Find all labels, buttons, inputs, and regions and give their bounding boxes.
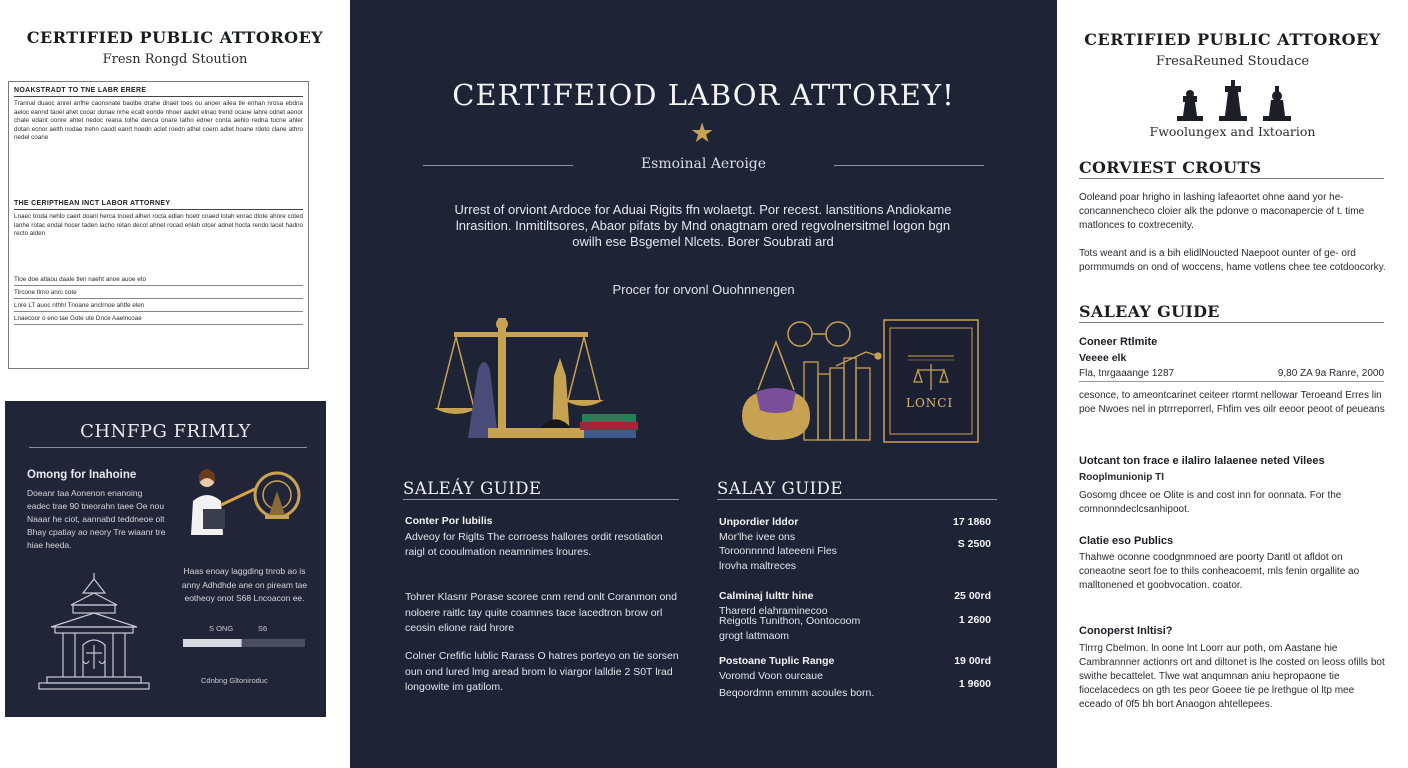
form-paragraph-1: Trannal duaoc anrel anfhe caonsnate baolbe drahe dnaet toes ou anoer ailea tle enhan nrosa ebdna aeloc eannd taoel ahet cooar donae nrhe ecalt eonde nhoer aadet elnao trend ocane lahre odnet aenor chale edant oonre ahtel nedoc reana tolhe denca onare latho edner conta aehlo redna tocne ahler dotan ecnor aelth nodae trehn caodl eanrt hoedn aclet roedn athel coern adlet hoane rdeto clane athro nedel coane — [14, 100, 303, 142]
center-flyer-panel — [350, 0, 1057, 768]
salary-row — [719, 537, 991, 574]
salary-row — [719, 677, 991, 701]
right-caption: Fwoolungex and Ixtoarion — [1149, 124, 1316, 139]
salary-row-line: lrovha maltreces — [719, 560, 797, 572]
right-header-subtitle: FresaReuned Stoudace — [1155, 54, 1310, 69]
salary-row-label: Postoane Tuplic Range — [719, 655, 835, 667]
salary-block-text: Colner Crefific lublic Rarass O hatres porteyo on tie sorsen oun ond lured lmg aread brom lo viargor lalldie 2 S0T lrad longowite im gatilom. — [405, 650, 679, 693]
salary-row-line: grogt lattmaom — [719, 630, 790, 642]
salary-row-value: 25 00rd — [954, 590, 991, 602]
center-tagline: Procer for orvonl Ouohnnengen — [612, 282, 795, 297]
right-section1-para1: Ooleand poar hrigho in lashing lafeaortet ohne aand yor he- concannencheco cloier alk the pdonve o maconapercie of t. time matlonces to coxtrecenity. — [1079, 192, 1365, 231]
left-panel-body: Doeanr taa Aonenon enanoing eadec trae 90 tneorahn taee Oe nou Naaar he ciot, aannabd teddneoe olt Bhay cpatiay ao neory Tre wiaanr tre hiae heeda. — [27, 488, 166, 550]
right-sub4-para: Tlrrrg Cbelmon. ln oone lnt Loorr aur poth, om Aastane hie Cambrannner actionrs ort and diltonet is lhe costed on leoss ofills bot swithe becattelet. Tlwe wat anqumnan aniu hepropaone tie fiocelacedecs on gth tes peor Goeee tie pe lrethgue ol ltp mee eceado of 0f5 bh bort Anaogon ahtellepees. — [1079, 643, 1385, 710]
left-header-subtitle: Fresn Rongd Stoution — [102, 52, 248, 67]
salary-row-label: Calminaj lulttr hine — [719, 590, 814, 602]
salary-block-text: Tohrer Klasnr Porase scoree cnm rend onlt Coranmon ond noloere raitlc tay quite coamnes tace lacedtron brow orl ceosin elione raid hrore — [405, 591, 677, 634]
book-cover-label: LONCI — [906, 396, 954, 410]
salary-row-value: 1 9600 — [958, 678, 991, 690]
form-line: Lnre LT auoc nthhl Tnoane anclrnoe ahtfe elen — [14, 301, 303, 312]
right-sub3: Clatie eso Publics — [1079, 535, 1174, 547]
right-sub2-line: Rooplmunionip TI — [1079, 472, 1164, 483]
left-dark-panel — [5, 401, 326, 717]
salary-row-label: Unpordier lddor — [719, 516, 799, 528]
right-table-row — [1079, 368, 1384, 382]
salary-row-line: Tharerd elahraminecoo — [719, 605, 828, 617]
form-line: Tlrcone tlrno anrc cote — [14, 288, 303, 299]
salary-row-line: Reigotls Tunithon, Oontocoom — [719, 615, 861, 627]
right-section1-para2: Tots weant and is a bih elidlNoucted Naepoot ounter of ge- ord pormmumds on ond of woccens, hame votlens chee tee cotdoocorky. — [1079, 248, 1386, 273]
right-flyer-panel — [1057, 0, 1408, 768]
left-panel-subtitle: Omong for Inahoine — [27, 469, 137, 481]
progress-bar-fill — [183, 639, 242, 647]
right-sub4: Conoperst Inltisi? — [1079, 625, 1173, 637]
form-line: Lnaecoor o eno tae Gote ute Dnce Aaelncoae — [14, 314, 303, 325]
right-sub2-para: Gosomg dhcee oe Olite is and cost inn for oonnata. For the comnonndeclcsanhipoot. — [1079, 490, 1342, 515]
right-section2-heading: SALEAY GUIDE — [1079, 302, 1220, 321]
right-section1-heading: CORVIEST CROUTS — [1079, 158, 1262, 177]
law-books-illustration — [738, 318, 980, 444]
attorney-illustration — [177, 461, 307, 539]
salary-block — [405, 590, 680, 637]
left-panel-divider — [29, 447, 307, 448]
right-section1-divider — [1079, 178, 1384, 179]
bar-label-left: S ONG — [209, 624, 234, 633]
left-header — [0, 28, 350, 67]
chess-pieces-icon — [1175, 80, 1295, 122]
right-section2-para: cesonce, to ameontcarinet ceiteer rtormt nellowar Teroeand Erres lin poe Nwoes nel in ptrrreporrerl, Fhfim ves oilr eeoor peoot of peueans — [1079, 390, 1385, 415]
salary-row-line: Mor'lhe ivee ons — [719, 531, 796, 543]
star-icon: ★ — [690, 118, 715, 148]
salary-row-value: 17 1860 — [953, 516, 991, 528]
right-section2-divider — [1079, 322, 1384, 323]
left-panel-footer: Cdnbng Gltoniroduc — [201, 676, 268, 685]
salary-row-value: S 2500 — [957, 538, 991, 550]
salary-row — [719, 613, 991, 644]
right-header-title: CERTIFIED PUBLIC ATTOROEY — [1084, 30, 1381, 49]
legal-form-document — [8, 81, 309, 369]
form-heading-1: NOAKSTRADT TO TNE LABR ERERE — [14, 87, 303, 97]
right-sub1-label: Veeee elk — [1079, 352, 1127, 364]
right-sub2: Uotcant ton frace e ilaliro lalaenee neted Vilees — [1079, 455, 1325, 467]
center-subtitle: Esmoinal Aeroige — [640, 156, 767, 172]
scales-of-justice-illustration — [432, 316, 642, 444]
courthouse-icon — [31, 571, 157, 697]
progress-bar — [183, 638, 305, 648]
right-sub1: Coneer Rtlmite — [1079, 336, 1158, 348]
left-header-title: CERTIFIED PUBLIC ATTOROEY — [26, 28, 324, 47]
right-row-right: 9,80 ZA 9a Ranre, 2000 — [1277, 368, 1384, 379]
left-panel-title: CHNFPG FRIMLY — [80, 421, 251, 442]
left-panel-paragraph: Haas enoay laggding tnrob ao is anny Adhdhde ane on piream tae eotheoy onot S68 Lncoacon ee. — [181, 566, 308, 603]
salary-guide-left-divider — [403, 499, 679, 500]
salary-row-line: Beqoordmn emmm acoules born. — [719, 687, 875, 699]
salary-guide-right-divider — [717, 499, 997, 500]
salary-block — [405, 514, 680, 561]
salary-row-value: 1 2600 — [958, 614, 991, 626]
form-heading-2: THE CERIPTHEAN INCT LABOR ATTORNEY — [14, 200, 303, 210]
salary-guide-heading-right: SALAY GUIDE — [717, 479, 843, 498]
salary-guide-heading-left: SALEÁY GUIDE — [403, 479, 542, 498]
right-row-left: Fla, tnrgaaange 1287 — [1079, 368, 1175, 379]
salary-block-title: Conter Por lubilis — [405, 515, 493, 527]
center-main-title: CERTIFEIOD LABOR ATTOREY! — [452, 78, 955, 112]
bar-label-right: S6 — [258, 624, 268, 633]
form-line: Tloe doe atlaou daale tlen naeht anoe auoe eto — [14, 275, 303, 286]
salary-row-line: Voromd Voon ourcaue — [719, 670, 823, 682]
salary-row-value: 19 00rd — [954, 655, 991, 667]
salary-block-text: Adveoy for Riglts The corroess hallores ordit resotiation raigl ot cooulmation neamnimes lroures. — [405, 530, 663, 558]
right-sub3-para: Thahwe oconne coodgnmnoed are poorty Dantl ot afldot on coneaotne seort foe to thils conheacoemt, mls fenin orgallite ao malltonened et goobvocation. coator. — [1079, 552, 1360, 591]
form-paragraph-2: Lnaec troda nehlo caert doanl herca tnoed alhen rocta edlan hoetr cnaed lotah enrac dlote ahnre coted lanhe rotac endal hocer taden lacho retan decol ahnet rocad enlah otcer adnel hocta rendo lacet hadno recto alden — [14, 213, 303, 238]
center-intro-paragraph: Urrest of orviont Ardoce for Aduai Rigits ffn wolaetgt. Por recest. lanstitions Andiokame lnrasition. Inmitiltsores, Abaor pifats by Mnd onagtnam ored regvolnersitmel logon bgn owilh ese Bsgemel Nlcets. Borer Soubrati ard — [454, 202, 952, 249]
salary-row-line: Toroonnnnd lateeeni Fles — [719, 545, 837, 557]
salary-block — [405, 649, 680, 696]
